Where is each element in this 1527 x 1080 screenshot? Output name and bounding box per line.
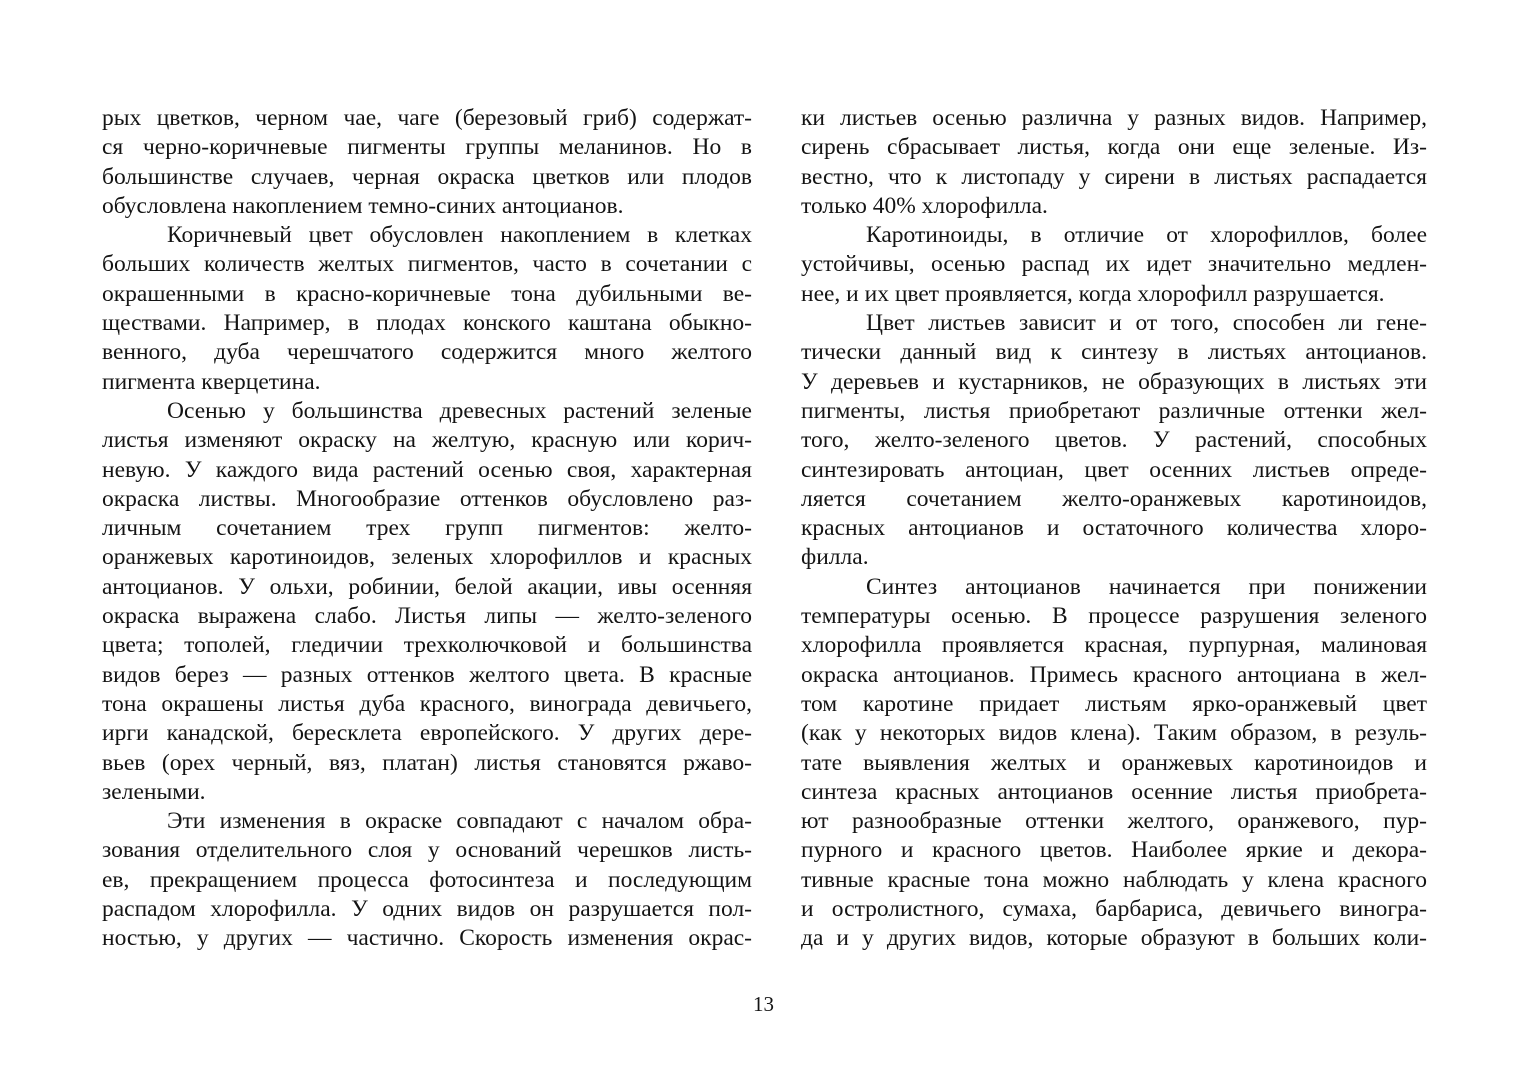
text-line: листья изменяют окраску на желтую, красную или корич-	[102, 427, 752, 454]
text-line: окраска антоцианов. Примесь красного антоциана в жел-	[801, 661, 1427, 688]
text-line: больших количеств желтых пигментов, часто в сочетании с	[102, 251, 752, 278]
text-line: окрашенными в красно-коричневые тона дубильными ве-	[102, 280, 752, 307]
text-line: У деревьев и кустарников, не образующих в листьях эти	[801, 368, 1427, 395]
text-line: ирги канадской, бересклета европейского. У других дере-	[102, 720, 752, 747]
text-line: того, желто-зеленого цветов. У растений, способных	[801, 427, 1427, 454]
text-line: Осенью у большинства древесных растений зеленые	[167, 397, 752, 424]
text-line: пурного и красного цветов. Наиболее яркие и декора-	[801, 837, 1427, 864]
text-line: только 40% хлорофилла.	[801, 192, 1048, 219]
text-line: оранжевых каротиноидов, зеленых хлорофиллов и красных	[102, 544, 752, 571]
text-line: ют разнообразные оттенки желтого, оранжевого, пур-	[801, 808, 1427, 835]
text-line: хлорофилла проявляется красная, пурпурная, малиновая	[801, 632, 1427, 659]
text-line: пигмента кверцетина.	[102, 368, 321, 395]
text-line: тате выявления желтых и оранжевых каротиноидов и	[801, 749, 1427, 776]
text-line: невую. У каждого вида растений осенью своя, характерная	[102, 456, 752, 483]
text-line: ществами. Например, в плодах конского каштана обыкно-	[102, 310, 752, 337]
text-line: окраска выражена слабо. Листья липы — желто-зеленого	[102, 603, 752, 630]
text-line: тона окрашены листья дуба красного, винограда девичьего,	[102, 690, 752, 717]
text-line: венного, дуба черешчатого содержится много желтого	[102, 339, 752, 366]
text-line: рых цветков, черном чае, чаге (березовый гриб) содержат-	[102, 105, 752, 131]
text-line: Каротиноиды, в отличие от хлорофиллов, более	[866, 222, 1427, 249]
text-line: красных антоцианов и остаточного количества хлоро-	[801, 515, 1427, 542]
text-line: пигменты, листья приобретают различные оттенки жел-	[801, 397, 1427, 424]
text-line: да и у других видов, которые образуют в больших коли-	[801, 925, 1427, 952]
text-line: Коричневый цвет обусловлен накоплением в клетках	[167, 222, 752, 249]
text-line: синтеза красных антоцианов осенние листья приобрета-	[801, 778, 1427, 805]
text-line: окраска листвы. Многообразие оттенков обусловлено раз-	[102, 485, 752, 512]
left-text-column	[102, 104, 752, 954]
text-line: Синтез антоцианов начинается при понижении	[866, 573, 1427, 600]
text-line: ляется сочетанием желто-оранжевых каротиноидов,	[801, 485, 1427, 512]
text-line: филла.	[801, 544, 869, 571]
text-line: тивные красные тона можно наблюдать у клена красного	[801, 866, 1427, 893]
text-line: и остролистного, сумаха, барбариса, девичьего виногра-	[801, 896, 1427, 923]
text-line: температуры осенью. В процессе разрушения зеленого	[801, 603, 1427, 630]
text-line: Эти изменения в окраске совпадают с началом обра-	[167, 808, 752, 835]
text-line: цвета; тополей, гледичии трехколючковой и большинства	[102, 632, 752, 659]
text-line: распадом хлорофилла. У одних видов он разрушается пол-	[102, 896, 752, 923]
text-line: синтезировать антоциан, цвет осенних листьев опреде-	[801, 456, 1427, 483]
right-text-column	[801, 104, 1427, 954]
text-line: вестно, что к листопаду у сирени в листьях распадается	[801, 163, 1427, 190]
text-line: антоцианов. У ольхи, робинии, белой акации, ивы осенняя	[102, 573, 752, 600]
text-line: личным сочетанием трех групп пигментов: желто-	[102, 515, 752, 542]
text-line: видов берез — разных оттенков желтого цвета. В красные	[102, 661, 752, 688]
text-line: тически данный вид к синтезу в листьях антоцианов.	[801, 339, 1427, 366]
text-line: ся черно-коричневые пигменты группы меланинов. Но в	[102, 134, 752, 161]
text-line: Цвет листьев зависит и от того, способен ли гене-	[866, 310, 1427, 337]
text-line: ки листьев осенью различна у разных видов. Например,	[801, 105, 1427, 131]
page-number: 13	[753, 992, 774, 1016]
text-line: том каротине придает листьям ярко-оранжевый цвет	[801, 690, 1427, 717]
text-line: зелеными.	[102, 778, 206, 805]
text-line: обусловлена накоплением темно-синих антоцианов.	[102, 192, 624, 219]
text-line: большинстве случаев, черная окраска цветков или плодов	[102, 163, 752, 190]
text-line: вьев (орех черный, вяз, платан) листья становятся ржаво-	[102, 749, 752, 776]
text-line: (как у некоторых видов клена). Таким образом, в резуль-	[801, 720, 1427, 747]
text-line: ев, прекращением процесса фотосинтеза и последующим	[102, 866, 752, 893]
text-line: нее, и их цвет проявляется, когда хлорофилл разрушается.	[801, 280, 1385, 307]
text-line: ностью, у других — частично. Скорость изменения окрас-	[102, 925, 752, 952]
text-line: сирень сбрасывает листья, когда они еще зеленые. Из-	[801, 134, 1427, 161]
text-line: устойчивы, осенью распад их идет значительно медлен-	[801, 251, 1427, 278]
text-line: зования отделительного слоя у оснований черешков листь-	[102, 837, 752, 864]
